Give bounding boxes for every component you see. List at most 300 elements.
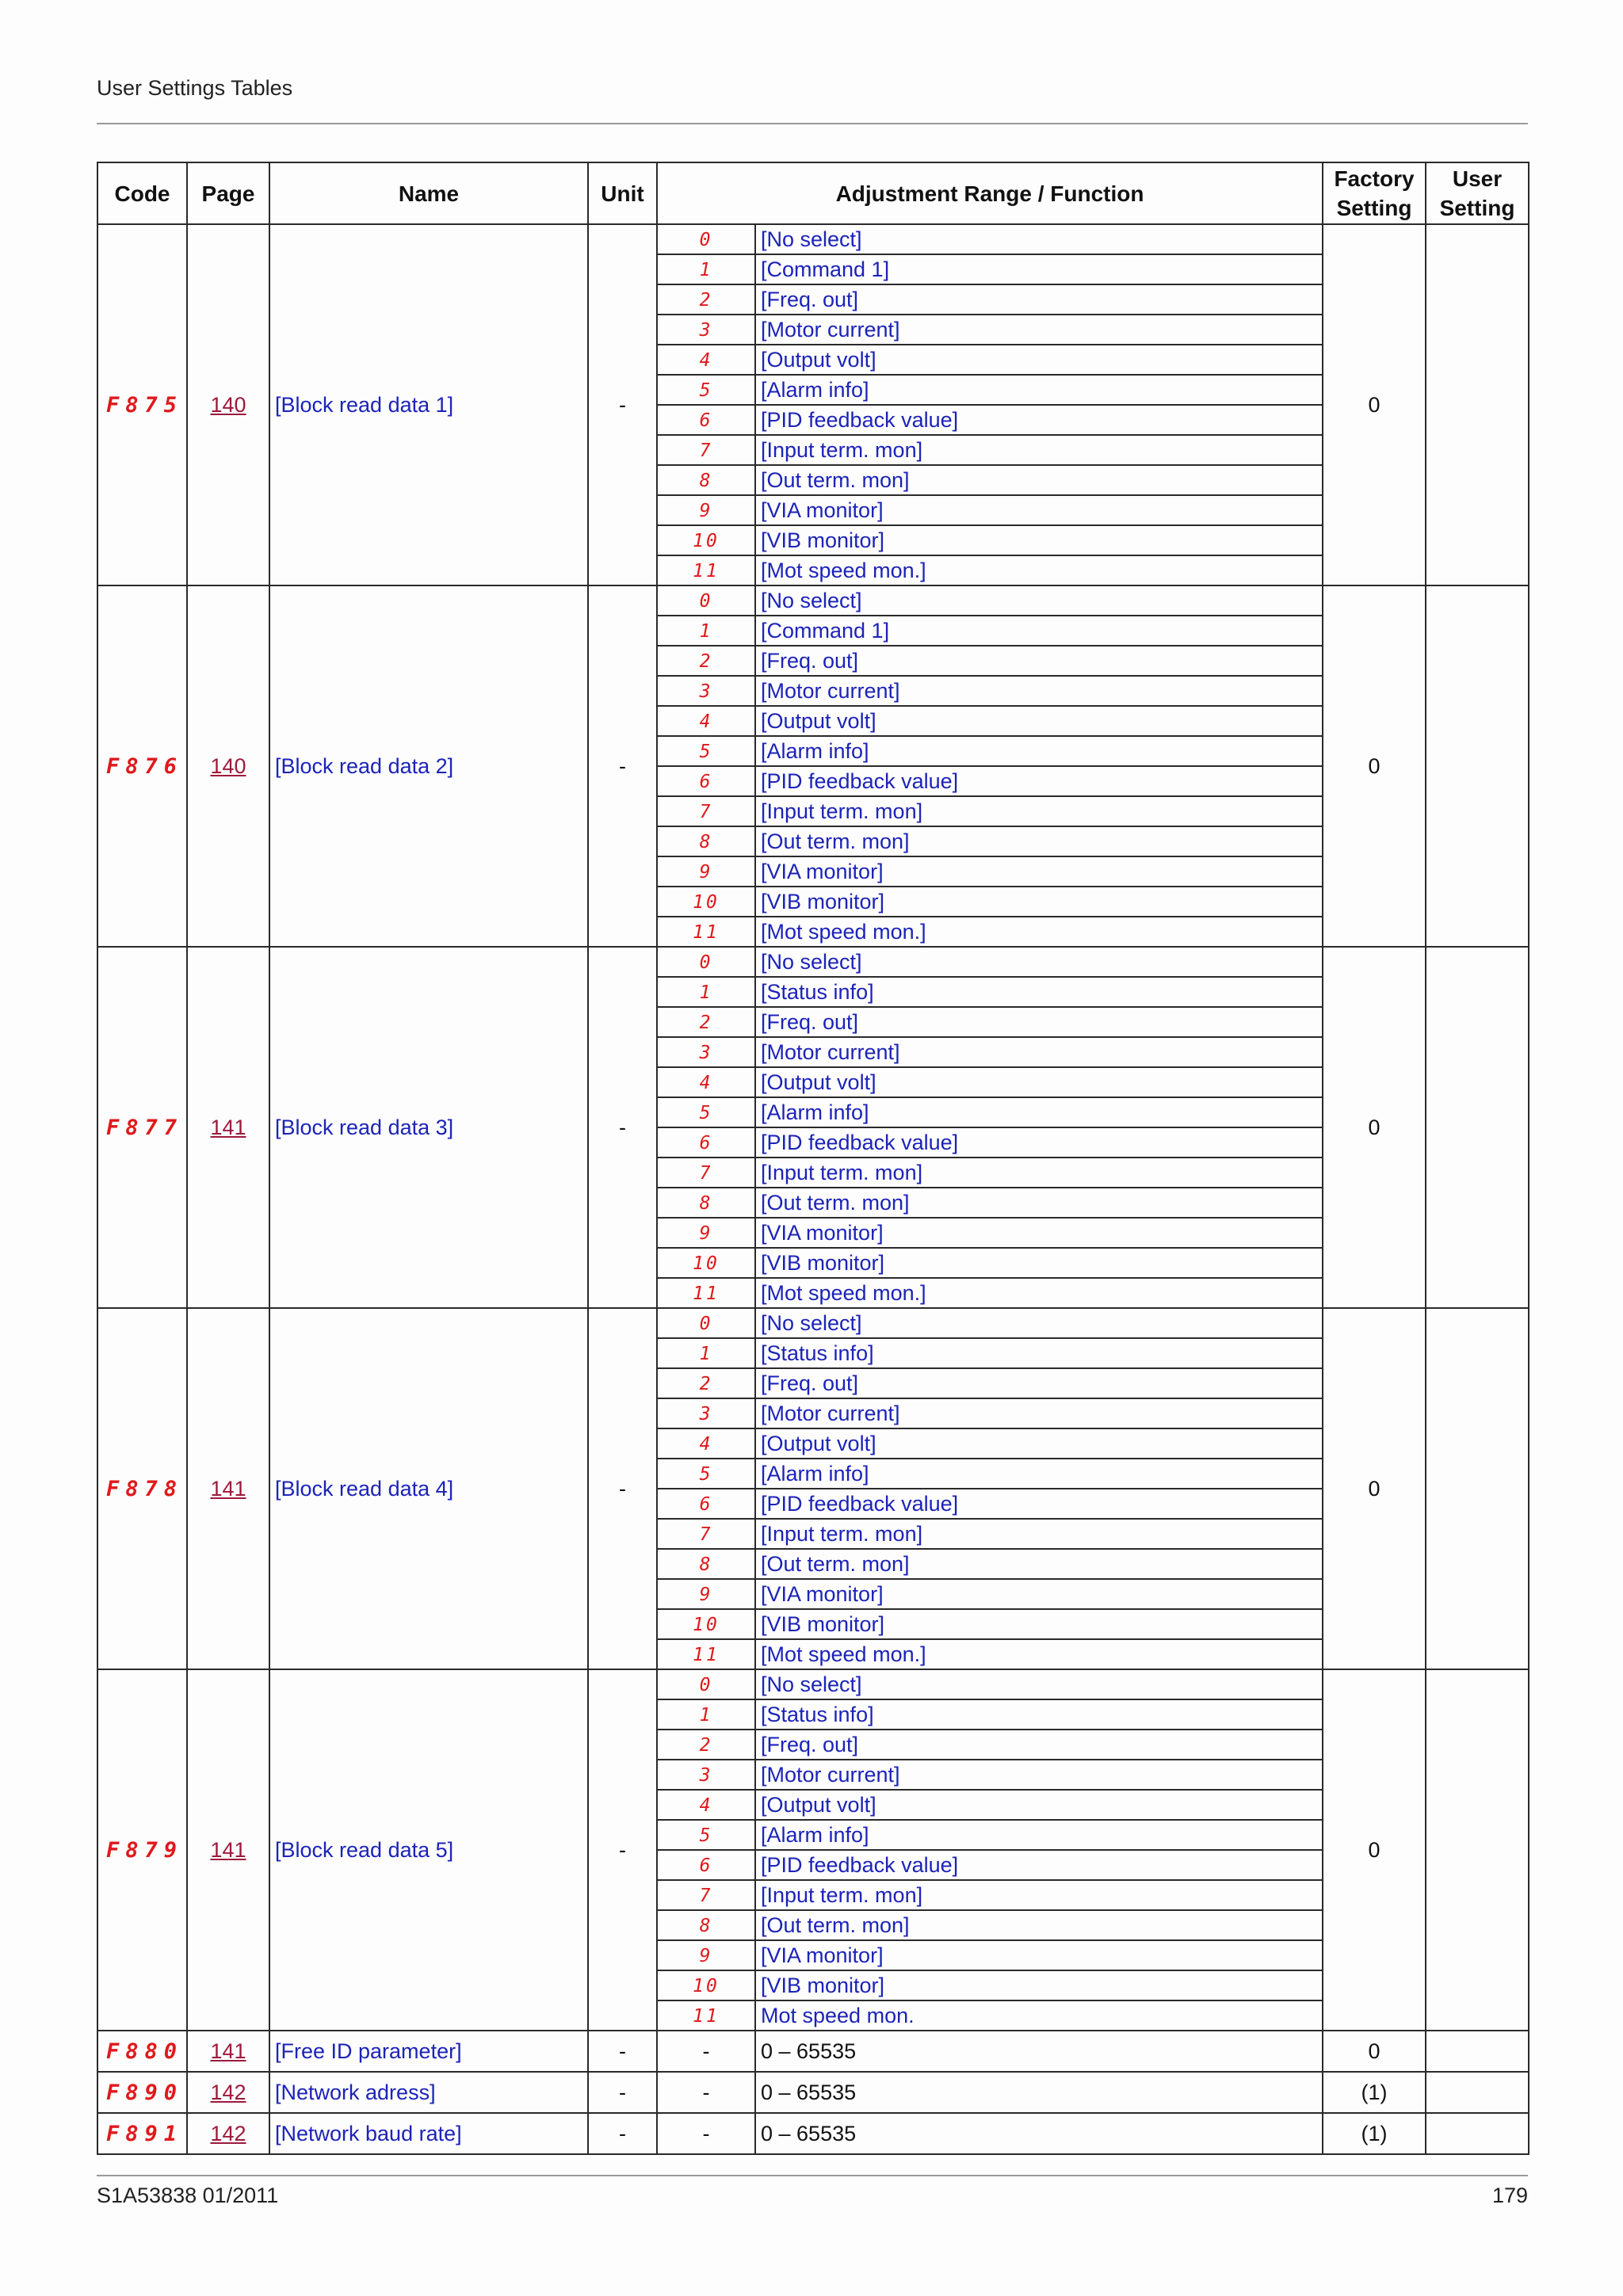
option-number: 3 [699,681,713,702]
option-number-cell [657,525,755,555]
option-number: 2 [699,651,713,672]
param-unit: - [588,2072,657,2113]
option-label-cell [755,1127,1323,1158]
factory-setting: 0 [1323,1669,1426,2031]
user-setting[interactable] [1426,947,1529,1308]
option-number: 2 [699,1374,713,1394]
option-label: Mot speed mon. [761,2004,915,2027]
option-label: [Out term. mon] [761,468,910,492]
option-number-cell [657,1970,755,2000]
option-number-cell [657,1669,755,1699]
option-number-cell [657,1428,755,1459]
option-label: [Motor current] [761,679,900,703]
table-row [97,2113,1529,2154]
option-label-cell [755,345,1323,375]
option-label: [Input term. mon] [761,438,923,462]
option-label-cell [755,1459,1323,1489]
option-label: [Input term. mon] [761,1161,923,1184]
option-number-cell [657,947,755,977]
option-number-cell [657,495,755,525]
option-label-cell [755,1037,1323,1067]
option-label: [Status info] [761,980,874,1004]
option-number: 10 [693,1253,720,1274]
user-setting[interactable] [1426,2072,1529,2113]
option-number-cell [657,1760,755,1790]
option-label: [Alarm info] [761,378,869,402]
option-number: 3 [699,1765,713,1786]
option-number: 10 [693,531,720,551]
option-number: 1 [699,1705,713,1726]
factory-setting: (1) [1323,2072,1426,2113]
option-label: [Output volt] [761,709,876,733]
option-label: [Freq. out] [761,1010,859,1034]
param-code [97,947,187,1308]
col-header-unit: Unit [588,162,657,224]
option-label-cell [755,796,1323,826]
option-label-cell [755,1790,1323,1820]
col-header-factory [1323,162,1426,224]
option-number: 6 [699,772,713,792]
option-label: [VIA monitor] [761,1943,884,1967]
option-label: [No select] [761,227,862,251]
param-code-text: F880 [106,2039,184,2064]
option-number-cell [657,1097,755,1127]
option-label-cell [755,766,1323,796]
param-code [97,585,187,947]
option-number-cell [657,856,755,887]
option-label-cell [755,555,1323,585]
option-label: [PID feedback value] [761,1492,959,1516]
option-label: [PID feedback value] [761,1131,959,1154]
option-number-cell [657,766,755,796]
option-number-cell [657,736,755,766]
option-number-cell [657,1308,755,1338]
param-name: [Block read data 2] [275,754,454,778]
option-number: 10 [693,892,720,913]
option-label-cell [755,1067,1323,1097]
option-label: [PID feedback value] [761,769,959,793]
option-number: 4 [699,350,713,371]
option-number: 6 [699,1855,713,1876]
option-label-cell [755,1730,1323,1760]
param-unit: - [588,947,657,1308]
option-label: [Output volt] [761,348,876,372]
option-label-cell [755,1489,1323,1519]
option-number-cell [657,345,755,375]
col-header-user-line2: Setting [1439,196,1515,220]
option-number-cell [657,2000,755,2031]
option-number-cell [657,1820,755,1850]
user-setting[interactable] [1426,224,1529,585]
option-number-cell [657,1188,755,1218]
option-number: 9 [699,1946,713,1966]
option-number-cell [657,796,755,826]
option-label-cell [755,525,1323,555]
param-name: [Block read data 1] [275,393,454,417]
option-number: 0 [699,952,713,973]
option-number-cell [657,1127,755,1158]
option-label: [Input term. mon] [761,799,923,823]
option-label-cell [755,405,1323,435]
adjustment-range: 0 – 65535 [755,2113,1323,2154]
option-number: 4 [699,1795,713,1816]
option-label: [Freq. out] [761,1733,859,1756]
table-row [97,2031,1529,2072]
param-unit: - [588,1308,657,1669]
param-code [97,1308,187,1669]
page-link[interactable]: 141 [210,1477,246,1501]
option-label-cell [755,1820,1323,1850]
option-number: 3 [699,320,713,341]
col-header-factory-line1: Factory [1334,166,1415,191]
option-number: 0 [699,230,713,250]
option-number-cell [657,1609,755,1639]
option-label-cell [755,1579,1323,1609]
option-number: 5 [699,1103,713,1123]
factory-setting: 0 [1323,1308,1426,1669]
option-label: [Freq. out] [761,649,859,673]
page-link[interactable]: 141 [210,1838,246,1862]
option-label-cell [755,1158,1323,1188]
option-number-cell [657,1790,755,1820]
footer-rule [97,2175,1528,2176]
option-number: 0 [699,591,713,612]
option-number: 1 [699,1344,713,1364]
param-unit: - [588,224,657,585]
param-name-cell [269,1669,588,2031]
param-code-text: F891 [106,2121,184,2146]
option-label-cell [755,1699,1323,1730]
option-label: [Mot speed mon.] [761,559,926,582]
option-label-cell [755,1519,1323,1549]
option-label: [Out term. mon] [761,1552,910,1576]
page-ref-cell [187,585,269,947]
user-setting[interactable] [1426,585,1529,947]
option-number: 11 [693,1645,720,1665]
option-label: [Input term. mon] [761,1522,923,1546]
option-number-cell [657,1549,755,1579]
option-label-cell [755,1248,1323,1278]
option-label-cell [755,585,1323,616]
param-unit: - [588,2113,657,2154]
option-label: [Motor current] [761,1040,900,1064]
option-number-cell [657,887,755,917]
option-number-cell [657,465,755,495]
option-label: [VIB monitor] [761,890,885,913]
option-label-cell [755,1338,1323,1368]
user-setting[interactable] [1426,1669,1529,2031]
option-label: [Out term. mon] [761,1913,910,1937]
option-number: 7 [699,1163,713,1184]
option-number-cell [657,1850,755,1880]
param-code-text: F878 [106,1476,184,1501]
option-label-cell [755,1398,1323,1428]
option-label-cell [755,465,1323,495]
table-row [97,1308,1529,1338]
col-header-user-line1: User [1452,166,1503,191]
option-number-cell [657,1940,755,1970]
user-setting[interactable] [1426,2113,1529,2154]
param-name-cell [269,2113,588,2154]
param-name-cell [269,947,588,1308]
option-number-cell [657,405,755,435]
option-number: 8 [699,1193,713,1214]
option-label-cell [755,616,1323,646]
option-label-cell [755,375,1323,405]
param-code-text: F875 [106,392,184,418]
option-label-cell [755,826,1323,856]
option-number: 2 [699,1735,713,1756]
option-label-cell [755,1669,1323,1699]
option-number: 6 [699,1133,713,1154]
option-label-cell [755,1910,1323,1940]
option-label-cell [755,224,1323,254]
option-number: 1 [699,982,713,1003]
param-code [97,2113,187,2154]
option-number-cell [657,1067,755,1097]
param-name-cell [269,1308,588,1669]
page-ref-cell [187,224,269,585]
option-label-cell [755,1368,1323,1398]
option-number: 9 [699,862,713,883]
col-header-page: Page [187,162,269,224]
table-row [97,947,1529,977]
option-label-cell [755,1428,1323,1459]
col-header-name: Name [269,162,588,224]
option-label: [Motor current] [761,1763,900,1787]
col-header-range: Adjustment Range / Function [657,162,1323,224]
footer-page-number: 179 [1491,2183,1528,2207]
option-label-cell [755,917,1323,947]
page-link[interactable]: 141 [210,2039,246,2063]
option-label: [Input term. mon] [761,1883,923,1907]
option-label: [Mot speed mon.] [761,920,926,944]
option-number-cell [657,1579,755,1609]
option-number: - [657,2072,755,2113]
option-number: 9 [699,1585,713,1605]
option-number: 5 [699,1464,713,1485]
param-name-cell [269,224,588,585]
param-code-text: F890 [106,2080,184,2105]
option-number: 11 [693,561,720,582]
param-name: [Network baud rate] [275,2122,462,2145]
option-label: [Output volt] [761,1793,876,1817]
option-label: [Status info] [761,1341,874,1365]
param-name: [Block read data 3] [275,1116,454,1139]
option-number-cell [657,1007,755,1037]
option-number-cell [657,917,755,947]
option-number: 8 [699,832,713,852]
option-number: 10 [693,1615,720,1635]
factory-setting: 0 [1323,585,1426,947]
param-name: [Network adress] [275,2081,436,2104]
option-number-cell [657,1639,755,1669]
option-number: 0 [699,1675,713,1695]
option-number: 7 [699,1524,713,1545]
option-number-cell [657,1519,755,1549]
option-number: 9 [699,1223,713,1244]
option-number: 3 [699,1404,713,1425]
option-label-cell [755,1609,1323,1639]
option-label: [Mot speed mon.] [761,1642,926,1666]
table-body [97,224,1529,2154]
option-number: 0 [699,1314,713,1334]
option-label-cell [755,284,1323,315]
param-name: [Block read data 5] [275,1838,454,1862]
option-number-cell [657,1398,755,1428]
option-number-cell [657,616,755,646]
factory-setting: (1) [1323,2113,1426,2154]
option-number-cell [657,585,755,616]
option-number-cell [657,1248,755,1278]
option-label-cell [755,254,1323,284]
option-label: [Output volt] [761,1432,876,1455]
option-label: [Out term. mon] [761,1191,910,1215]
page-ref-cell [187,1669,269,2031]
option-label-cell [755,1850,1323,1880]
option-label: [Motor current] [761,1402,900,1425]
page-header-title: User Settings Tables [97,76,293,100]
option-number: 11 [693,1283,720,1304]
footer-doc-ref: S1A53838 01/2011 [97,2183,279,2207]
param-code [97,2072,187,2113]
option-label: [Mot speed mon.] [761,1281,926,1305]
page-ref-cell [187,1308,269,1669]
option-number-cell [657,315,755,345]
option-number: 5 [699,1825,713,1846]
option-label-cell [755,1639,1323,1669]
option-label: [No select] [761,1672,862,1696]
option-number: 5 [699,380,713,401]
option-label-cell [755,435,1323,465]
col-header-factory-line2: Setting [1336,196,1412,220]
option-label: [Freq. out] [761,288,859,311]
page-ref-cell [187,947,269,1308]
param-unit: - [588,1669,657,2031]
option-label-cell [755,1278,1323,1308]
option-number-cell [657,254,755,284]
user-setting[interactable] [1426,2031,1529,2072]
option-number: 11 [693,2006,720,2027]
option-label-cell [755,1097,1323,1127]
option-label-cell [755,736,1323,766]
option-label: [No select] [761,589,862,612]
page-ref-cell [187,2031,269,2072]
option-label: [VIA monitor] [761,860,884,883]
param-name: [Block read data 4] [275,1477,454,1501]
option-label: [Output volt] [761,1070,876,1094]
option-label: [Command 1] [761,257,890,281]
option-label-cell [755,887,1323,917]
page-link[interactable]: 140 [210,754,246,778]
param-name-cell [269,585,588,947]
option-number-cell [657,1368,755,1398]
option-number-cell [657,706,755,736]
option-number-cell [657,435,755,465]
option-number: 1 [699,260,713,280]
option-label: [Motor current] [761,318,900,341]
param-unit: - [588,585,657,947]
table-header-row [97,162,1529,224]
option-label: [VIA monitor] [761,1582,884,1606]
table-row [97,1669,1529,1699]
page-ref-cell [187,2072,269,2113]
option-number: 10 [693,1976,720,1997]
option-label-cell [755,676,1323,706]
option-label-cell [755,1308,1323,1338]
option-label: [Command 1] [761,619,890,643]
option-label: [VIA monitor] [761,498,884,522]
option-label-cell [755,1880,1323,1910]
option-label: [VIB monitor] [761,1974,885,1997]
option-number: 2 [699,1013,713,1033]
option-label-cell [755,856,1323,887]
page-ref-cell [187,2113,269,2154]
option-number-cell [657,1730,755,1760]
param-unit: - [588,2031,657,2072]
param-name-cell [269,2072,588,2113]
option-number: 1 [699,621,713,642]
option-label: [VIB monitor] [761,1251,885,1275]
option-number-cell [657,375,755,405]
param-code [97,2031,187,2072]
option-number-cell [657,826,755,856]
option-label-cell [755,1218,1323,1248]
option-label: [Alarm info] [761,1823,869,1847]
option-label: [VIB monitor] [761,528,885,552]
option-number-cell [657,1278,755,1308]
option-label-cell [755,1007,1323,1037]
option-label: [No select] [761,1311,862,1335]
page-link[interactable]: 142 [210,2081,246,2104]
option-number-cell [657,1218,755,1248]
option-number-cell [657,1699,755,1730]
option-number-cell [657,977,755,1007]
option-label-cell [755,1970,1323,2000]
table-row [97,585,1529,616]
option-number: 7 [699,802,713,822]
option-label-cell [755,1940,1323,1970]
option-label: [Alarm info] [761,739,869,763]
user-setting[interactable] [1426,1308,1529,1669]
table-row [97,2072,1529,2113]
page-link[interactable]: 140 [210,393,246,417]
option-label: [VIB monitor] [761,1612,885,1636]
adjustment-range: 0 – 65535 [755,2031,1323,2072]
option-label: [PID feedback value] [761,1853,959,1877]
option-label-cell [755,2000,1323,2031]
option-label: [Alarm info] [761,1100,869,1124]
option-label-cell [755,1549,1323,1579]
option-number-cell [657,676,755,706]
param-name-cell [269,2031,588,2072]
option-number: - [657,2031,755,2072]
option-number: 4 [699,1073,713,1093]
option-number: 9 [699,501,713,521]
option-number: 11 [693,922,720,943]
option-number-cell [657,1489,755,1519]
option-number-cell [657,284,755,315]
option-number: 8 [699,1916,713,1936]
option-number: 2 [699,290,713,311]
page-link[interactable]: 142 [210,2122,246,2145]
option-number: 3 [699,1043,713,1063]
header-rule [97,123,1528,124]
option-label-cell [755,1188,1323,1218]
page-link[interactable]: 141 [210,1116,246,1139]
option-number: - [657,2113,755,2154]
option-label-cell [755,495,1323,525]
